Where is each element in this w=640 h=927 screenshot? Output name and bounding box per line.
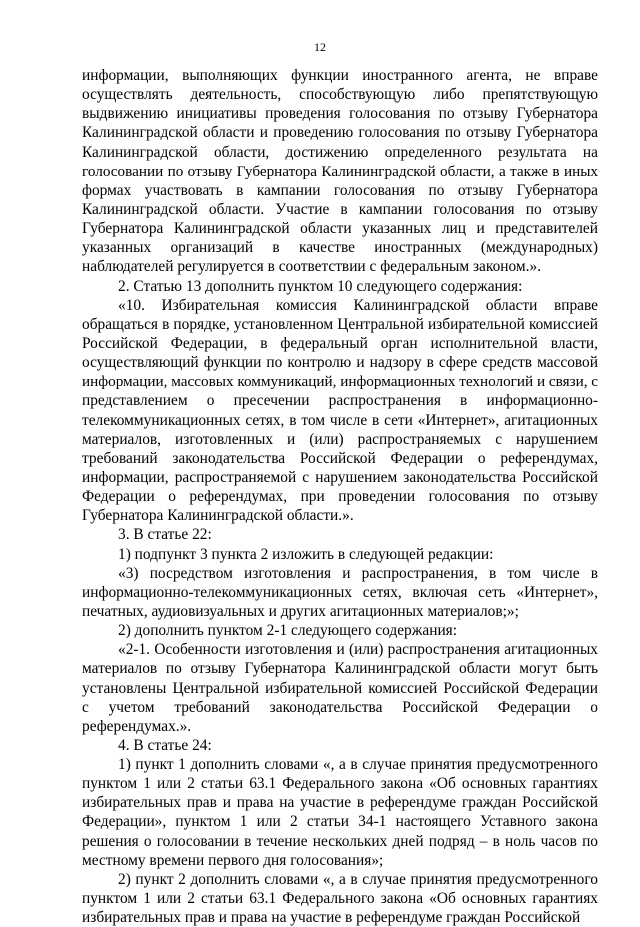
paragraph (82, 564, 598, 621)
text-line: информации, распространяемой с нарушением законодательства Российской (82, 468, 598, 486)
paragraph (82, 66, 598, 277)
paragraph (82, 296, 598, 526)
text-line: осуществлять деятельность, способствующую либо препятствующую (82, 86, 598, 104)
text-line: установлены Центральной избирательной комиссией Российской Федерации (82, 679, 598, 697)
text-line: Калининградской области и проведению голосования по отзыву Губернатора (82, 124, 598, 142)
paragraph (82, 525, 598, 544)
text-line: 1) подпункт 3 пункта 2 изложить в следующей редакции: (118, 545, 494, 563)
text-line: 3. В статье 22: (118, 526, 212, 544)
paragraph (82, 640, 598, 736)
text-line: 2) пункт 2 дополнить словами «, а в случае принятия предусмотренного (118, 870, 598, 888)
text-line: требований законодательства Российской Федерации о референдумах, (82, 449, 598, 467)
text-line: пунктом 1 или 2 статьи 63.1 Федерального закона «Об основных гарантиях (82, 890, 598, 908)
text-line: Федерации», пунктом 1 или 2 статьи 34-1 настоящего Уставного закона (82, 813, 598, 831)
text-line: голосовании по отзыву Губернатора Калининградской области, а также в иных (82, 162, 598, 180)
text-line: пунктом 1 или 2 статьи 63.1 Федерального закона «Об основных гарантиях (82, 775, 598, 793)
paragraph (82, 755, 598, 870)
text-line: информационно-телекоммуникационных сетях, включая сеть «Интернет», (82, 583, 598, 601)
text-line: осуществляющий функции по контролю и надзору в сфере средств массовой (82, 354, 598, 372)
paragraph (82, 621, 598, 640)
text-line: местному времени первого дня голосования»; (82, 851, 384, 869)
text-line: «3) посредством изготовления и распространения, в том числе в (118, 564, 598, 582)
paragraph (82, 277, 598, 296)
text-line: материалов по отзыву Губернатора Калининградской области могут быть (82, 660, 598, 678)
text-line: выдвижению инициативы проведения голосования по отзыву Губернатора (82, 105, 598, 123)
text-line: представлением о пресечении распространения в информационно- (82, 392, 598, 410)
text-line: информации, массовых коммуникаций, информационных технологий и связи, с (82, 373, 598, 391)
text-line: 2) дополнить пунктом 2-1 следующего содержания: (118, 622, 458, 640)
text-line: Калининградской области, достижению определенного результата на (82, 143, 598, 161)
document-body (82, 66, 598, 927)
text-line: референдумах.». (82, 717, 192, 735)
text-line: «2-1. Особенности изготовления и (или) распространения агитационных (118, 641, 598, 659)
text-line: с учетом требований законодательства Российской Федерации о (82, 698, 598, 716)
text-line: информации, выполняющих функции иностранного агента, не вправе (82, 67, 598, 84)
text-line: печатных, аудиовизуальных и других агитационных материалов;»; (82, 602, 519, 620)
paragraph (82, 736, 598, 755)
text-line: 2. Статью 13 дополнить пунктом 10 следующего содержания: (118, 277, 523, 295)
text-line: избирательных прав и права на участие в референдуме граждан Российской (82, 794, 598, 812)
text-line: формах участвовать в кампании голосования по отзыву Губернатора (82, 181, 598, 199)
text-line: указанных организаций в качестве иностранных (международных) (82, 239, 598, 257)
page-number: 12 (314, 40, 326, 54)
text-line: Калининградской области. Участие в кампании голосования по отзыву (82, 200, 598, 218)
text-line: «10. Избирательная комиссия Калининградской области вправе (118, 296, 598, 314)
text-line: Губернатора Калининградской области.». (82, 507, 354, 525)
text-line: решения о голосовании в течение нескольких дней подряд – в ноль часов по (82, 832, 598, 850)
text-line: наблюдателей регулируется в соответствии с федеральным законом.». (82, 258, 542, 276)
text-line: материалов, изготовленных и (или) распространяемых с нарушением (82, 430, 598, 448)
text-line: Российской Федерации, в федеральный орган исполнительной власти, (82, 334, 598, 352)
text-line: телекоммуникационных сетях, в том числе в сети «Интернет», агитационных (82, 411, 598, 429)
text-line: 4. В статье 24: (118, 736, 212, 754)
paragraph (82, 870, 598, 927)
text-line: Губернатора Калининградской области указанных лиц и представителей (82, 220, 598, 238)
text-line: Федерации о референдумах, при проведении голосования по отзыву (82, 488, 598, 506)
text-line: обращаться в порядке, установленном Центральной избирательной комиссией (82, 315, 598, 333)
text-line: 1) пункт 1 дополнить словами «, а в случае принятия предусмотренного (118, 756, 598, 774)
text-line: избирательных прав и права на участие в референдуме граждан Российской (82, 909, 581, 927)
paragraph (82, 545, 598, 564)
